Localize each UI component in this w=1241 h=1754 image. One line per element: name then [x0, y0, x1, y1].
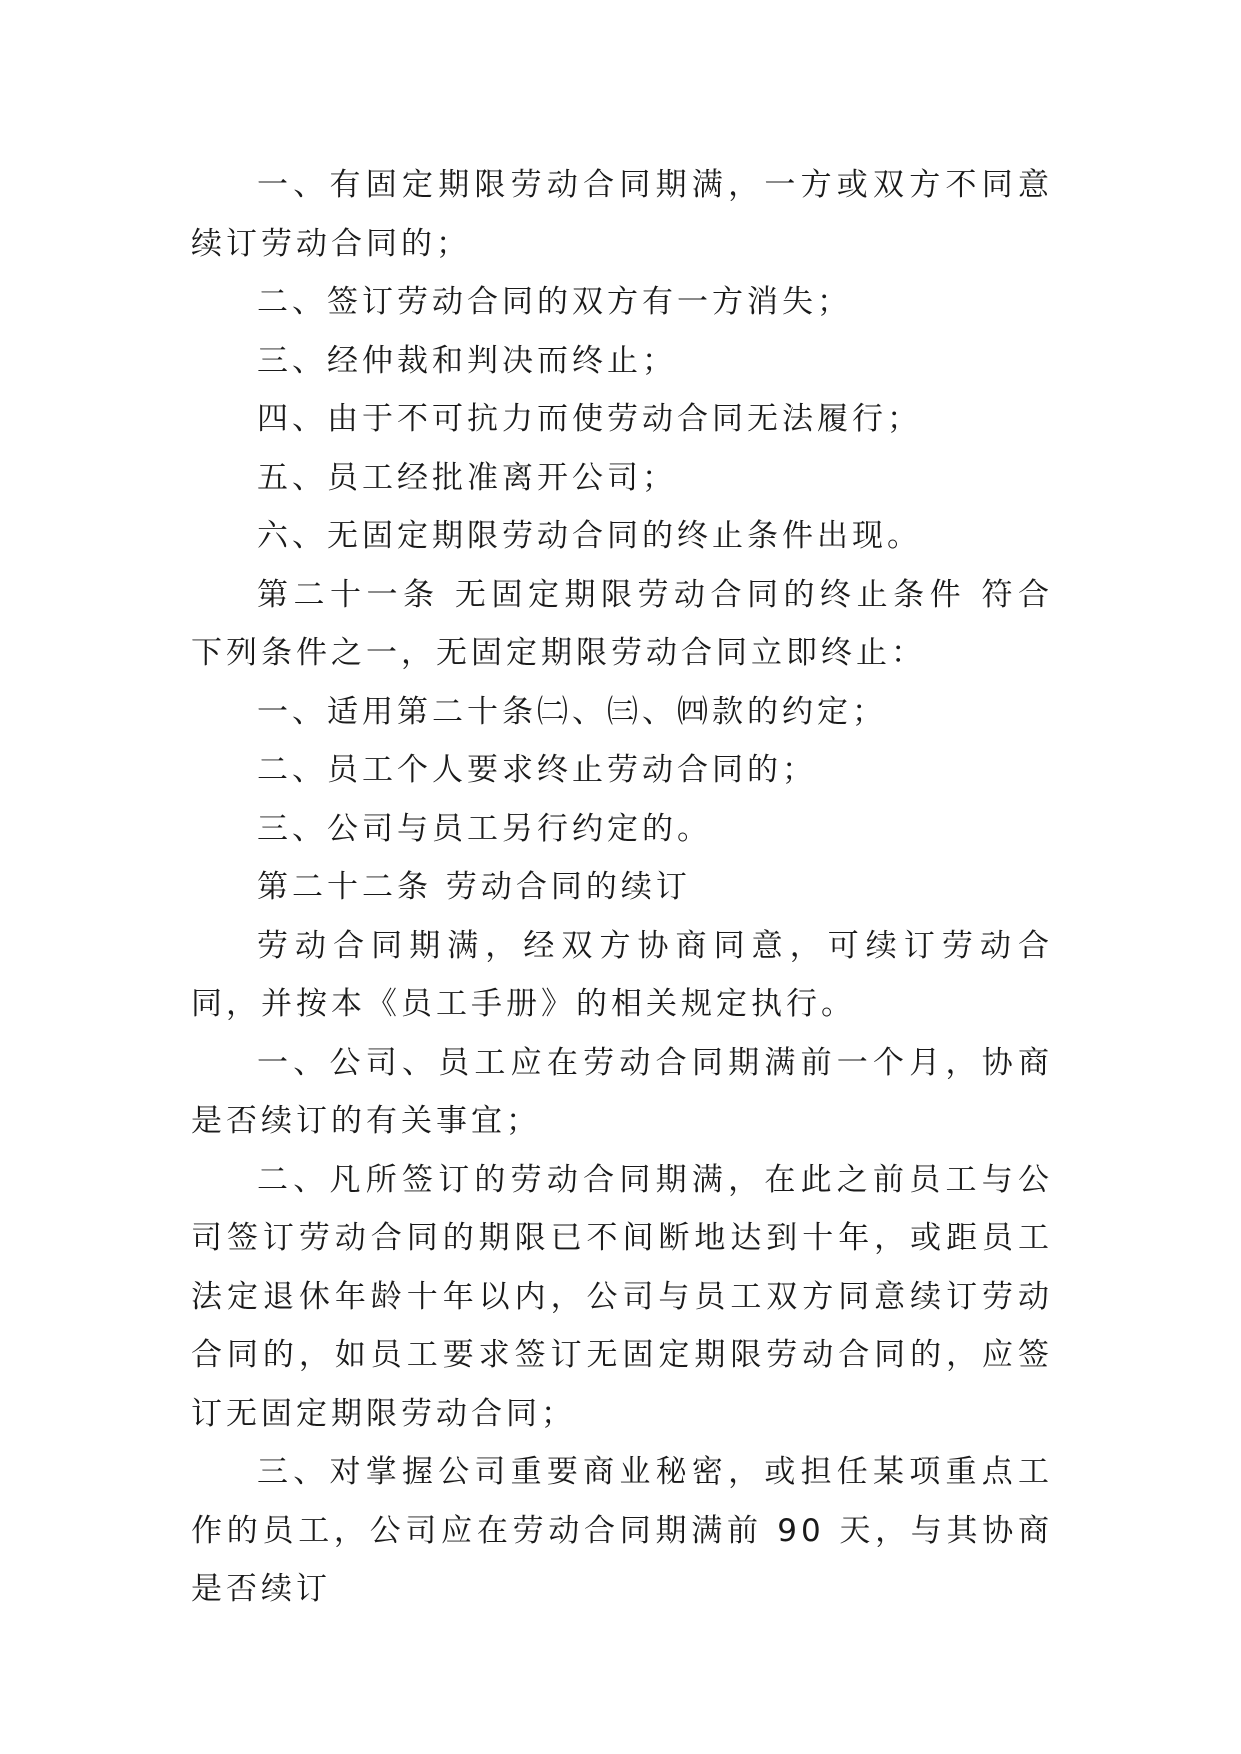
paragraph-2: 二、签订劳动合同的双方有一方消失；	[257, 284, 852, 320]
paragraph-14: 二、凡所签订的劳动合同期满，在此之前员工与公司签订劳动合同的期限已不间断地达到十年，或距员工法定退休年龄十年以内，公司与员工双方同意续订劳动合同的，如员工要求签订无固定期限劳动合同的，应签订无固定期限劳动合同；	[191, 1161, 1053, 1432]
article-21-heading: 第二十一条 无固定期限劳动合同的终止条件 符合下列条件之一，无固定期限劳动合同立即终止：	[191, 576, 1053, 671]
paragraph-5: 五、员工经批准离开公司；	[257, 459, 677, 496]
paragraph-12: 劳动合同期满，经双方协商同意，可续订劳动合同，并按本《员工手册》的相关规定执行。	[191, 927, 1053, 1022]
paragraph-10: 三、公司与员工另行约定的。	[257, 810, 712, 847]
document-page	[191, 156, 1053, 1619]
paragraph-4: 四、由于不可抗力而使劳动合同无法履行；	[257, 401, 922, 437]
paragraph-8: 一、适用第二十条㈡、㈢、㈣款的约定；	[257, 693, 887, 730]
article-22-heading: 第二十二条 劳动合同的续订	[257, 869, 691, 905]
paragraph-1: 一、有固定期限劳动合同期满，一方或双方不同意续订劳动合同的；	[191, 167, 1053, 262]
paragraph-3: 三、经仲裁和判决而终止；	[257, 342, 677, 379]
paragraph-6: 六、无固定期限劳动合同的终止条件出现。	[257, 518, 922, 554]
paragraph-15: 三、对掌握公司重要商业秘密，或担任某项重点工作的员工，公司应在劳动合同期满前 90 天，与其协商是否续订	[191, 1454, 1053, 1607]
paragraph-13: 一、公司、员工应在劳动合同期满前一个月，协商是否续订的有关事宜；	[191, 1044, 1053, 1139]
paragraph-9: 二、员工个人要求终止劳动合同的；	[257, 752, 817, 788]
